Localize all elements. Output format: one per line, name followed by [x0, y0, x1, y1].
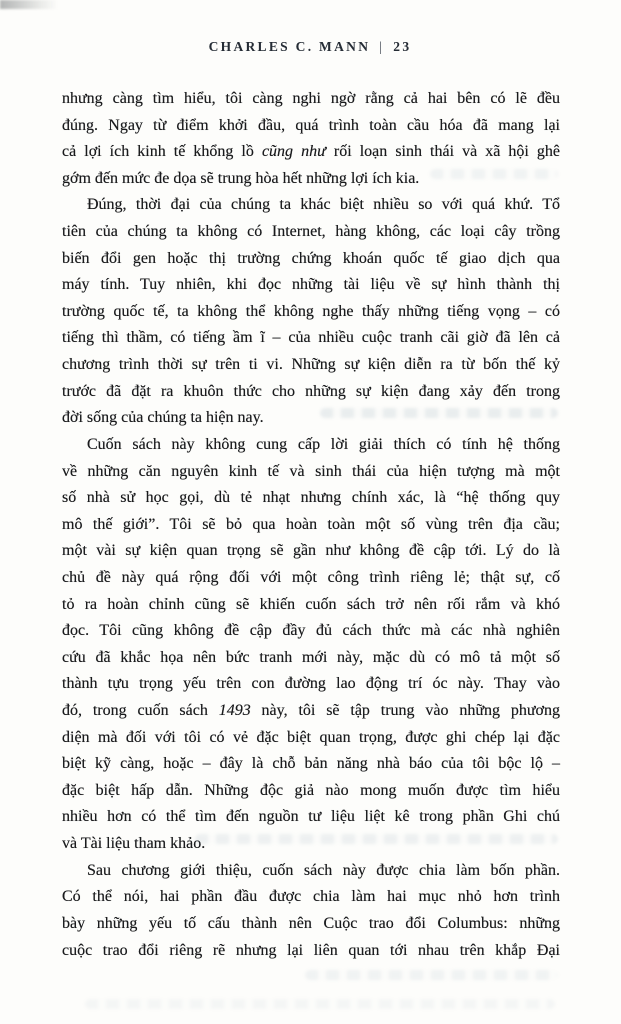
text-line: Đúng, thời đại của chúng ta khác biệt nhiều so với quá khứ. Tổ: [87, 196, 560, 214]
text-line: đọc. Tôi cũng không đề cập đầy đủ cách thức mà các nhà nghiên: [62, 622, 560, 640]
text-line: tiên của chúng ta không có Internet, hàng không, các loại cây trồng: [62, 223, 560, 241]
paragraph: [62, 192, 560, 431]
page-number: 23: [393, 39, 412, 54]
text-line: diện mà đối với tôi có vẻ đặc biệt quan trọng, được ghi chép lại đặc: [62, 728, 560, 746]
text-line: Có thể nói, hai phần đầu được chia làm hai mục nhỏ hơn trình: [62, 888, 560, 906]
text-line: Sau chương giới thiệu, cuốn sách này được chia làm bốn phần.: [87, 861, 560, 879]
text-line: trước đã đặt ra khuôn thức cho những sự kiện đang xảy đến trong: [62, 382, 560, 400]
text-line: biến đổi gen hoặc thị trường chứng khoán quốc tế giao dịch qua: [62, 249, 560, 267]
header-divider: |: [379, 39, 385, 54]
text-line: đúng. Ngay từ điểm khởi đầu, quá trình toàn cầu hóa đã mang lại: [62, 116, 560, 134]
text-line: đời sống của chúng ta hiện nay.: [62, 409, 264, 427]
text-line: nhiều hơn có thể tìm đến nguồn tư liệu liệt kê trong phần Ghi chú: [62, 808, 560, 826]
text-line: chủ đề này quá rộng đối với một công trình riêng lẻ; thật sự, cố: [62, 568, 560, 586]
text-line: máy tính. Tuy nhiên, khi đọc những tài liệu về sự hình thành thị: [62, 276, 560, 294]
text-line: tiếng thì thầm, có tiếng ầm ĩ – của nhiều cuộc tranh cãi giờ đã lên cả: [62, 329, 560, 347]
text-line: cuộc trao đổi riêng rẽ nhưng lại liên quan tới nhau trên khắp Đại: [62, 941, 560, 959]
text-line: nhưng càng tìm hiểu, tôi càng nghi ngờ rằng cả hai bên có lẽ đều: [62, 90, 560, 107]
bleed-through-artifact: [305, 970, 558, 980]
text-line: số nhà sử học gọi, dù tẻ nhạt nhưng chính xác, là “hệ thống quy: [62, 489, 560, 507]
text-line: một vài sự kiện quan trọng sẽ gần như không đề cập tới. Lý do là: [62, 542, 560, 560]
text-line: biệt kỹ càng, hoặc – đây là chỗ bản năng nhà báo của tôi bộc lộ –: [62, 755, 560, 773]
text-line: thành tựu trọng yếu trên con đường lao động trí óc này. Thay vào: [62, 675, 560, 693]
text-line: Cuốn sách này không cung cấp lời giải thích có tính hệ thống: [87, 435, 560, 453]
text-line: bày những yếu tố cấu thành nên Cuộc trao đổi Columbus: những: [62, 914, 560, 932]
text-line: tỏ ra hoàn chỉnh cũng sẽ khiến cuốn sách trở nên rối rắm và khó: [62, 595, 560, 613]
text-line: đó, trong cuốn sách 1493 này, tôi sẽ tập trung vào những phương: [62, 702, 560, 720]
bleed-through-artifact: [195, 834, 558, 844]
text-line: gớm đến mức đe dọa sẽ trung hòa hết những lợi ích kia.: [62, 169, 420, 187]
text-line: đặc biệt hấp dẫn. Những độc giả nào mong muốn được tìm hiểu: [62, 781, 560, 799]
scan-corner-shadow: [0, 0, 58, 9]
bleed-through-artifact: [320, 408, 558, 418]
text-line: và Tài liệu tham khảo.: [62, 835, 206, 853]
text-line: trường quốc tế, ta không thể không nghe thấy những tiếng vọng – có: [62, 302, 560, 320]
text-line: về những căn nguyên kinh tế và sinh thái của hiện tượng mà một: [62, 462, 560, 480]
paragraph: [62, 858, 560, 964]
text-line: chương trình thời sự trên ti vi. Những sự kiện diễn ra từ bốn thế kỷ: [62, 356, 560, 374]
text-line: cả lợi ích kinh tế khổng lồ cũng như rối loạn sinh thái và xã hội ghê: [62, 143, 561, 161]
running-header-author: CHARLES C. MANN: [208, 39, 371, 54]
paragraph: [62, 432, 560, 858]
bleed-through-artifact: [430, 169, 558, 179]
text-line: cứu đã khắc họa nên bức tranh mới này, mặc dù có mô tả một số: [62, 648, 560, 666]
text-line: mô thế giới”. Tôi sẽ bỏ qua hoàn toàn một số vùng trên địa cầu;: [62, 515, 560, 533]
text-block: [62, 86, 560, 964]
bleed-through-artifact: [85, 999, 555, 1009]
running-header: [61, 39, 559, 55]
